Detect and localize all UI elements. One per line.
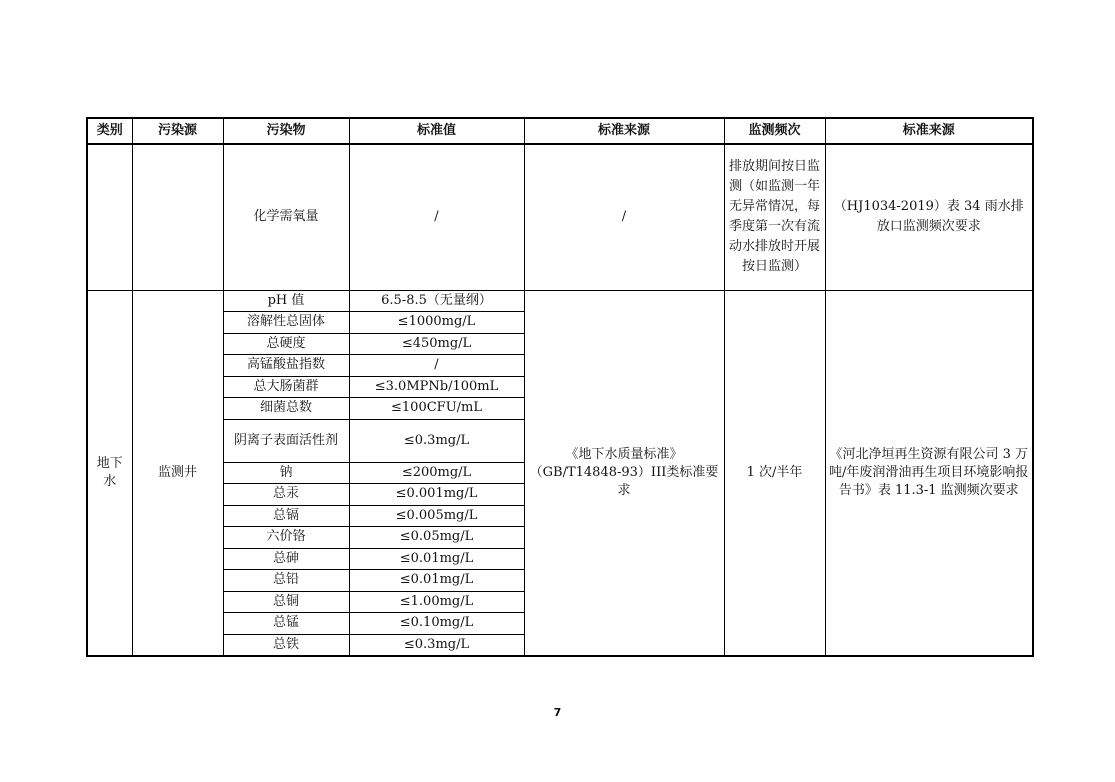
pollutant-cell: 细菌总数 <box>223 398 349 420</box>
pollutant-cell: 钠 <box>223 462 349 484</box>
pollutant-cell: 总汞 <box>223 484 349 506</box>
standard-cell: ≤1000mg/L <box>349 312 524 334</box>
groundwater-standard-source: 《地下水质量标准》（GB/T14848-93）III类标准要求 <box>524 290 724 656</box>
header-standard-value: 标准值 <box>349 118 524 144</box>
pollutant-cell: 总砷 <box>223 548 349 570</box>
standard-cell: ≤0.3mg/L <box>349 634 524 656</box>
pollutant-cell: 总铁 <box>223 634 349 656</box>
groundwater-frequency-source: 《河北净垣再生资源有限公司 3 万吨/年废润滑油再生项目环境影响报告书》表 11.3-1 监测频次要求 <box>825 290 1033 656</box>
cod-pollutant: 化学需氧量 <box>223 144 349 290</box>
pollutant-cell: 六价铬 <box>223 527 349 549</box>
pollutant-cell: 总大肠菌群 <box>223 376 349 398</box>
pollutant-cell: pH 值 <box>223 290 349 312</box>
pollutant-cell: 总锰 <box>223 613 349 635</box>
table-row-cod <box>87 144 1033 290</box>
cod-standard-source: / <box>524 144 724 290</box>
header-row <box>87 118 1033 144</box>
pollutant-cell: 总硬度 <box>223 333 349 355</box>
cod-standard: / <box>349 144 524 290</box>
header-standard-source: 标准来源 <box>524 118 724 144</box>
pollutant-cell: 阴离子表面活性剂 <box>223 419 349 462</box>
standard-cell: 6.5-8.5（无量纲） <box>349 290 524 312</box>
standard-cell: ≤0.10mg/L <box>349 613 524 635</box>
pollutant-cell: 溶解性总固体 <box>223 312 349 334</box>
cod-frequency: 排放期间按日监测（如监测一年无异常情况，每季度第一次有流动水排放时开展按日监测） <box>724 144 825 290</box>
cod-source <box>132 144 223 290</box>
standard-cell: ≤100CFU/mL <box>349 398 524 420</box>
cod-category <box>87 144 132 290</box>
standard-cell: ≤0.01mg/L <box>349 570 524 592</box>
header-pollution-source: 污染源 <box>132 118 223 144</box>
standard-cell: ≤0.3mg/L <box>349 419 524 462</box>
standard-cell: ≤3.0MPNb/100mL <box>349 376 524 398</box>
header-pollutant: 污染物 <box>223 118 349 144</box>
cod-frequency-source: （HJ1034-2019）表 34 雨水排放口监测频次要求 <box>825 144 1033 290</box>
table-row-groundwater <box>87 290 1033 312</box>
header-monitoring-frequency: 监测频次 <box>724 118 825 144</box>
standard-cell: ≤1.00mg/L <box>349 591 524 613</box>
standard-cell: ≤200mg/L <box>349 462 524 484</box>
standard-cell: / <box>349 355 524 377</box>
pollutant-cell: 总铅 <box>223 570 349 592</box>
groundwater-category: 地下水 <box>87 290 132 656</box>
monitoring-table <box>86 117 1034 657</box>
pollutant-cell: 总镉 <box>223 505 349 527</box>
page-number: 7 <box>553 706 562 719</box>
groundwater-source: 监测井 <box>132 290 223 656</box>
groundwater-frequency: 1 次/半年 <box>724 290 825 656</box>
pollutant-cell: 总铜 <box>223 591 349 613</box>
header-category: 类别 <box>87 118 132 144</box>
standard-cell: ≤0.005mg/L <box>349 505 524 527</box>
standard-cell: ≤0.05mg/L <box>349 527 524 549</box>
standard-cell: ≤0.001mg/L <box>349 484 524 506</box>
standard-cell: ≤0.01mg/L <box>349 548 524 570</box>
header-frequency-source: 标准来源 <box>825 118 1033 144</box>
pollutant-cell: 高锰酸盐指数 <box>223 355 349 377</box>
standard-cell: ≤450mg/L <box>349 333 524 355</box>
